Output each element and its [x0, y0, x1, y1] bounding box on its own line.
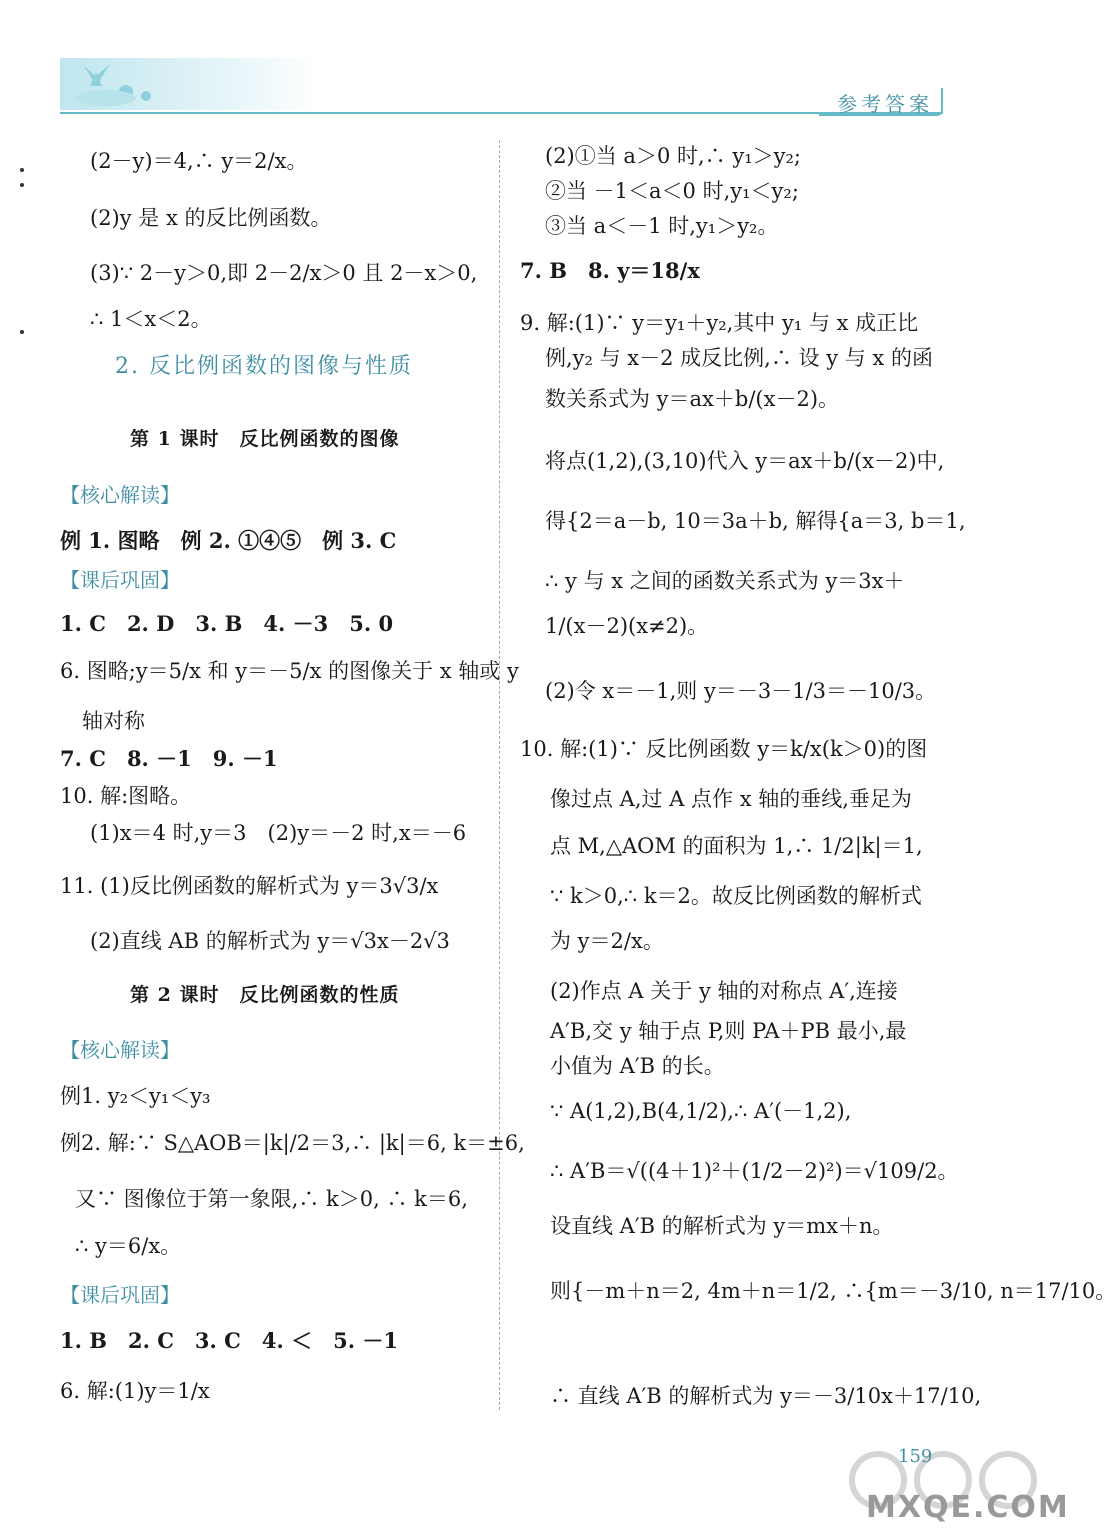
left-text-line: 又∵ 图像位于第一象限,∴ k＞0, ∴ k＝6, [75, 1187, 468, 1211]
right-text-line: 像过点 A,过 A 点作 x 轴的垂线,垂足为 [550, 787, 912, 811]
right-text-line: 为 y＝2/x。 [550, 929, 664, 953]
header-label: 参考答案 [837, 92, 933, 116]
left-text-line: 2. 反比例函数的图像与性质 [115, 354, 413, 379]
left-text-line: 【课后巩固】 [60, 1283, 180, 1307]
right-text-line: 10. 解:(1)∵ 反比例函数 y＝k/x(k＞0)的图 [520, 737, 928, 761]
right-text-line: (2)令 x＝－1,则 y＝－3－1/3＝－10/3。 [545, 679, 937, 703]
left-text-line: ∴ 1＜x＜2。 [90, 307, 212, 331]
left-text-line: 轴对称 [82, 709, 145, 733]
right-text-line: 点 M,△AOM 的面积为 1,∴ 1/2|k|＝1, [550, 834, 923, 858]
left-text-line: 【核心解读】 [60, 1038, 180, 1062]
left-text-line: 7. C 8. －1 9. －1 [60, 746, 278, 771]
margin-dot [20, 168, 24, 172]
right-text-line: ∴ y 与 x 之间的函数关系式为 y＝3x＋ [545, 569, 905, 593]
left-text-line: 6. 解:(1)y＝1/x [60, 1379, 210, 1403]
left-text-line: (3)∵ 2－y＞0,即 2－2/x＞0 且 2－x＞0, [90, 261, 478, 285]
left-text-line: ∴ y＝6/x。 [75, 1234, 182, 1258]
margin-dot [20, 183, 24, 187]
left-text-line: 例2. 解:∵ S△AOB＝|k|/2＝3,∴ |k|＝6, k＝±6, [60, 1131, 525, 1155]
left-text-line: 【课后巩固】 [60, 568, 180, 592]
left-text-line: 第 2 课时 反比例函数的性质 [130, 984, 400, 1006]
right-text-line: 将点(1,2),(3,10)代入 y＝ax＋b/(x－2)中, [545, 449, 945, 473]
column-divider [499, 140, 500, 1410]
right-text-line: (2)作点 A 关于 y 轴的对称点 A′,连接 [550, 979, 898, 1003]
right-text-line: 数关系式为 y＝ax＋b/(x－2)。 [545, 387, 840, 411]
left-text-line: 第 1 课时 反比例函数的图像 [130, 428, 400, 450]
page-number: 159 [898, 1446, 933, 1467]
left-text-line: 11. (1)反比例函数的解析式为 y＝3√3/x [60, 874, 439, 898]
right-text-line: 则{－m＋n＝2, 4m＋n＝1/2, ∴{m＝－3/10, n＝17/10。 [550, 1279, 1116, 1303]
right-text-line: 例,y₂ 与 x－2 成反比例,∴ 设 y 与 x 的函 [545, 346, 933, 370]
right-text-line: A′B,交 y 轴于点 P,则 PA＋PB 最小,最 [550, 1019, 907, 1043]
right-text-line: ∴ A′B＝√((4＋1)²＋(1/2－2)²)＝√109/2。 [550, 1159, 959, 1183]
windmill-logo-icon [66, 62, 166, 108]
header-rule [60, 112, 943, 114]
right-text-line: 7. B 8. y＝18/x [520, 258, 700, 283]
left-text-line: 例1. y₂＜y₁＜y₃ [60, 1084, 211, 1108]
right-text-line: ∵ A(1,2),B(4,1/2),∴ A′(－1,2), [550, 1099, 852, 1123]
left-text-line: (2)直线 AB 的解析式为 y＝√3x－2√3 [90, 929, 450, 953]
left-text-line: 1. C 2. D 3. B 4. －3 5. 0 [60, 611, 394, 636]
right-text-line: ∵ k＞0,∴ k＝2。故反比例函数的解析式 [550, 884, 922, 908]
right-text-line: ②当 －1＜a＜0 时,y₁＜y₂; [545, 179, 799, 203]
right-text-line: 得{2＝a－b, 10＝3a＋b, 解得{a＝3, b＝1, [545, 509, 966, 533]
margin-dot [20, 330, 24, 334]
right-text-line: 1/(x－2)(x≠2)。 [545, 614, 709, 638]
right-text-line: ③当 a＜－1 时,y₁＞y₂。 [545, 214, 779, 238]
right-text-line: ∴ 直线 A′B 的解析式为 y＝－3/10x＋17/10, [550, 1384, 982, 1408]
left-text-line: (2－y)＝4,∴ y＝2/x。 [90, 149, 308, 173]
left-text-line: (1)x＝4 时,y＝3 (2)y＝－2 时,x＝－6 [90, 821, 467, 845]
left-text-line: 6. 图略;y＝5/x 和 y＝－5/x 的图像关于 x 轴或 y [60, 659, 519, 683]
watermark-text: MXQE.COM [866, 1490, 1070, 1525]
right-text-line: 小值为 A′B 的长。 [550, 1054, 725, 1078]
left-text-line: (2)y 是 x 的反比例函数。 [90, 206, 332, 230]
left-text-line: 例 1. 图略 例 2. ①④⑤ 例 3. C [60, 528, 397, 553]
right-text-line: 9. 解:(1)∵ y＝y₁＋y₂,其中 y₁ 与 x 成正比 [520, 311, 919, 335]
left-text-line: 【核心解读】 [60, 483, 180, 507]
left-text-line: 1. B 2. C 3. C 4. ＜ 5. －1 [60, 1328, 398, 1353]
right-text-line: 设直线 A′B 的解析式为 y＝mx＋n。 [550, 1214, 894, 1238]
right-text-line: (2)①当 a＞0 时,∴ y₁＞y₂; [545, 144, 801, 168]
left-text-line: 10. 解:图略。 [60, 784, 192, 808]
